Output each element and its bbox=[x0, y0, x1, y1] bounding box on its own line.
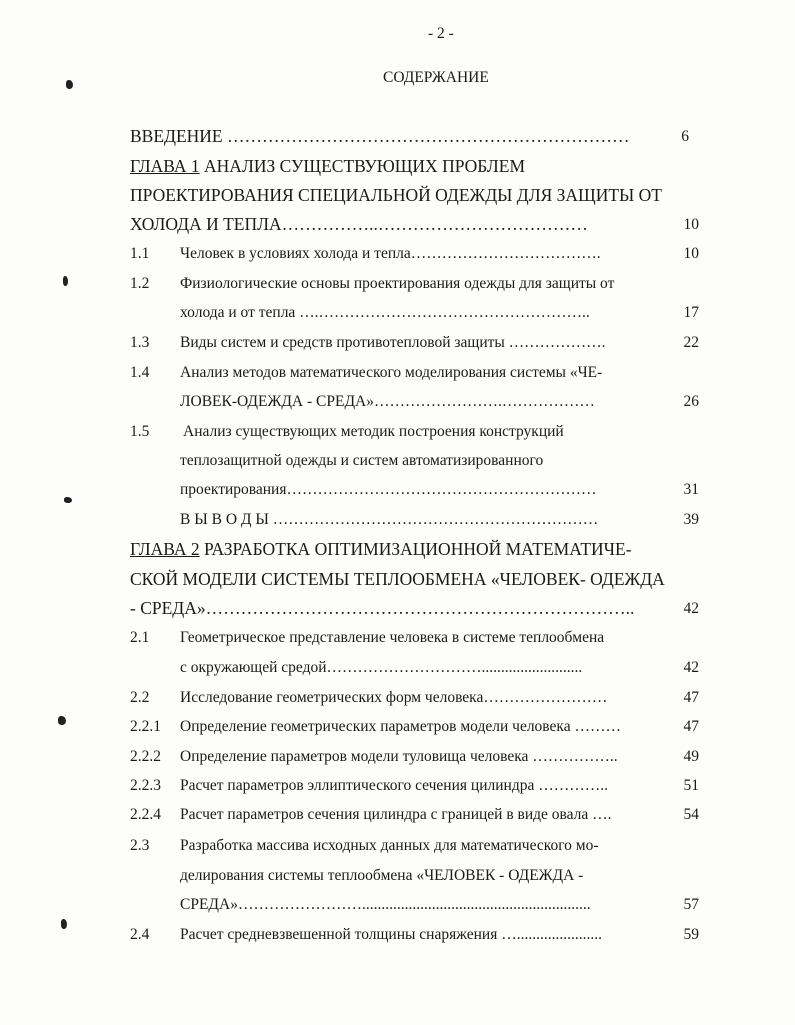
toc-section-title: Человек в условиях холода и тепла………………………………. bbox=[180, 245, 601, 262]
toc-section-title-cont: СРЕДА»……………………........................................................... bbox=[180, 896, 591, 913]
toc-leader-dots: …………………………………………………………… bbox=[222, 126, 630, 146]
toc-section-title-cont: делирования системы теплообмена «ЧЕЛОВЕК - ОДЕЖДА - bbox=[180, 867, 584, 884]
toc-section-title: Определение параметров модели туловища человека …………….. bbox=[180, 748, 618, 765]
toc-section-title-cont: с окружающей средой………………………….......................... bbox=[180, 659, 583, 676]
page-number: - 2 - bbox=[428, 25, 454, 42]
chapter-2-label: ГЛАВА 2 bbox=[130, 539, 200, 559]
toc-section-number: 2.2.3 bbox=[130, 777, 161, 794]
toc-intro-page: 6 bbox=[681, 128, 689, 145]
scan-speck bbox=[66, 80, 73, 89]
toc-section-page: 10 bbox=[683, 245, 699, 262]
toc-chapter-2-line-3: - СРЕДА»……………………………………………………………….. bbox=[130, 598, 635, 618]
toc-chapter-2-page: 42 bbox=[683, 600, 699, 617]
toc-section-number: 2.4 bbox=[130, 926, 150, 943]
chapter-1-title: АНАЛИЗ СУЩЕСТВУЮЩИХ ПРОБЛЕМ bbox=[199, 156, 526, 176]
toc-section-number: 1.4 bbox=[130, 364, 150, 381]
toc-section-title: Расчет параметров эллиптического сечения цилиндра ………….. bbox=[180, 777, 608, 794]
toc-conclusions-page: 39 bbox=[683, 511, 699, 528]
toc-section-title: Расчет параметров сечения цилиндра с границей в виде овала …. bbox=[180, 806, 612, 823]
toc-section-page: 47 bbox=[683, 718, 699, 735]
scan-speck bbox=[58, 716, 66, 725]
toc-section-number: 2.1 bbox=[130, 629, 150, 646]
toc-section-page: 26 bbox=[683, 393, 699, 410]
toc-section-title-cont: теплозащитной одежды и систем автоматизированного bbox=[180, 452, 544, 469]
toc-chapter-1-line-1 bbox=[130, 158, 525, 176]
scan-speck bbox=[64, 497, 72, 503]
toc-intro bbox=[130, 128, 630, 146]
toc-section-page: 47 bbox=[683, 689, 699, 706]
toc-section-title: Анализ существующих методик построения конструкций bbox=[183, 423, 564, 440]
toc-intro-title: ВВЕДЕНИЕ bbox=[130, 126, 223, 146]
toc-chapter-2-line-1 bbox=[130, 541, 632, 559]
toc-section-title-cont: ЛОВЕК-ОДЕЖДА - СРЕДА»…………………….……………… bbox=[180, 393, 595, 410]
scan-speck bbox=[61, 919, 67, 929]
toc-section-page: 57 bbox=[683, 896, 699, 913]
toc-section-number: 1.5 bbox=[130, 423, 150, 440]
toc-section-number: 1.3 bbox=[130, 334, 150, 351]
toc-section-title: Геометрическое представление человека в системе теплообмена bbox=[180, 629, 605, 646]
toc-section-number: 2.3 bbox=[130, 837, 150, 854]
toc-section-title: Расчет средневзвешенной толщины снаряжения …...................... bbox=[180, 926, 602, 943]
toc-chapter-1-page: 10 bbox=[683, 216, 699, 233]
toc-section-number: 2.2.2 bbox=[130, 748, 161, 765]
toc-section-title-cont: проектирования…………………………………………………… bbox=[180, 481, 597, 498]
toc-section-page: 31 bbox=[683, 481, 699, 498]
toc-section-number: 2.2 bbox=[130, 689, 150, 706]
toc-section-number: 2.2.4 bbox=[130, 806, 161, 823]
chapter-2-title: РАЗРАБОТКА ОПТИМИЗАЦИОННОЙ МАТЕМАТИЧЕ- bbox=[199, 539, 632, 559]
toc-section-page: 49 bbox=[683, 748, 699, 765]
toc-section-title: Исследование геометрических форм человека…………………… bbox=[180, 689, 608, 706]
toc-chapter-1-line-3: ХОЛОДА И ТЕПЛА……………..……………………………… bbox=[130, 214, 588, 234]
toc-conclusions: В Ы В О Д Ы ……………………………………………………… bbox=[180, 511, 599, 528]
toc-section-page: 54 bbox=[683, 806, 699, 823]
toc-chapter-2-line-2: СКОЙ МОДЕЛИ СИСТЕМЫ ТЕПЛООБМЕНА «ЧЕЛОВЕК- ОДЕЖДА bbox=[130, 569, 665, 589]
toc-section-title: Виды систем и средств противотепловой защиты ………………. bbox=[180, 334, 606, 351]
scan-speck bbox=[63, 276, 68, 286]
toc-section-page: 51 bbox=[683, 777, 699, 794]
toc-section-title: Физиологические основы проектирования одежды для защиты от bbox=[180, 275, 615, 292]
toc-section-number: 2.2.1 bbox=[130, 718, 161, 735]
toc-section-page: 22 bbox=[683, 334, 699, 351]
toc-section-number: 1.2 bbox=[130, 275, 150, 292]
toc-section-title: Анализ методов математического моделирования системы «ЧЕ- bbox=[180, 364, 603, 381]
toc-section-number: 1.1 bbox=[130, 245, 150, 262]
toc-section-page: 17 bbox=[683, 304, 699, 321]
toc-chapter-1-line-2: ПРОЕКТИРОВАНИЯ СПЕЦИАЛЬНОЙ ОДЕЖДЫ ДЛЯ ЗАЩИТЫ ОТ bbox=[130, 185, 662, 205]
page-title: СОДЕРЖАНИЕ bbox=[383, 69, 489, 86]
toc-section-title: Определение геометрических параметров модели человека ……… bbox=[180, 718, 621, 735]
toc-section-page: 42 bbox=[683, 659, 699, 676]
toc-section-page: 59 bbox=[683, 926, 699, 943]
toc-section-title-cont: холода и от тепла ….…………………………………………….. bbox=[180, 304, 590, 321]
chapter-1-label: ГЛАВА 1 bbox=[130, 156, 200, 176]
toc-section-title: Разработка массива исходных данных для математического мо- bbox=[180, 837, 599, 854]
